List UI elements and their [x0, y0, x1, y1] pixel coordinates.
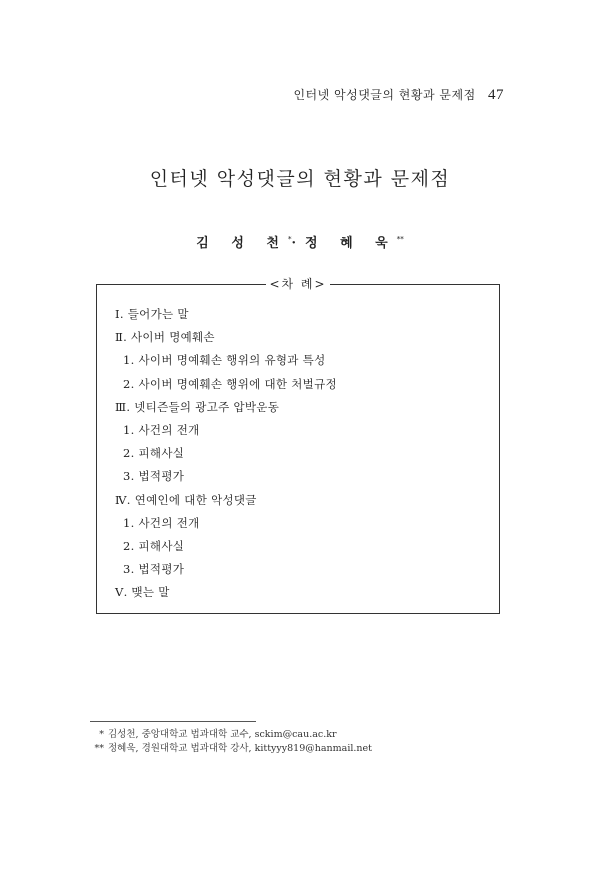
author-line	[0, 232, 600, 251]
footnote	[90, 742, 510, 756]
running-header-title: 인터넷 악성댓글의 현황과 문제점	[293, 88, 476, 102]
footnote-text: 정혜욱, 경원대학교 법과대학 강사, kittyyy819@hanmail.net	[108, 743, 372, 754]
toc-label	[97, 276, 499, 292]
toc-subsection: 2. 사이버 명예훼손 행위에 대한 처벌규정	[123, 376, 337, 391]
author-separator: ·	[291, 236, 306, 251]
toc-list	[97, 303, 499, 604]
toc-section: Ⅳ. 연예인에 대한 악성댓글	[115, 492, 257, 507]
toc-section: Ⅴ. 맺는 말	[115, 585, 170, 600]
paper-title: 인터넷 악성댓글의 현황과 문제점	[149, 168, 451, 190]
toc-subsection: 2. 피해사실	[123, 538, 185, 553]
toc-subsection: 2. 피해사실	[123, 446, 185, 461]
toc-section: Ⅰ. 들어가는 말	[115, 307, 189, 321]
footnote-divider	[90, 721, 256, 722]
toc-subsection: 1. 사건의 전개	[123, 515, 200, 530]
page-number: 47	[488, 87, 504, 103]
footnote-mark: *	[99, 729, 104, 740]
author-first-footnote-mark: *	[287, 235, 292, 244]
footnote-text: 김성천, 중앙대학교 법과대학 교수, sckim@cau.ac.kr	[108, 729, 337, 740]
author-second: 정 혜 욱	[305, 236, 397, 251]
toc-section: Ⅱ. 사이버 명예훼손	[115, 330, 215, 345]
toc-subsection: 1. 사건의 전개	[123, 422, 200, 437]
toc-subsection: 3. 법적평가	[123, 469, 185, 484]
author-first: 김 성 천	[196, 236, 288, 251]
footnotes	[90, 728, 510, 756]
toc-section: Ⅲ. 넷티즌들의 광고주 압박운동	[115, 399, 280, 414]
author-second-footnote-mark: **	[396, 235, 404, 244]
toc-subsection: 3. 법적평가	[123, 562, 185, 577]
running-header	[293, 86, 504, 104]
toc-label-text: <차 례>	[266, 277, 329, 291]
footnote-mark: **	[94, 743, 104, 754]
toc-subsection: 1. 사이버 명예훼손 행위의 유형과 특성	[123, 353, 326, 368]
table-of-contents	[96, 277, 500, 614]
footnote	[90, 728, 510, 742]
